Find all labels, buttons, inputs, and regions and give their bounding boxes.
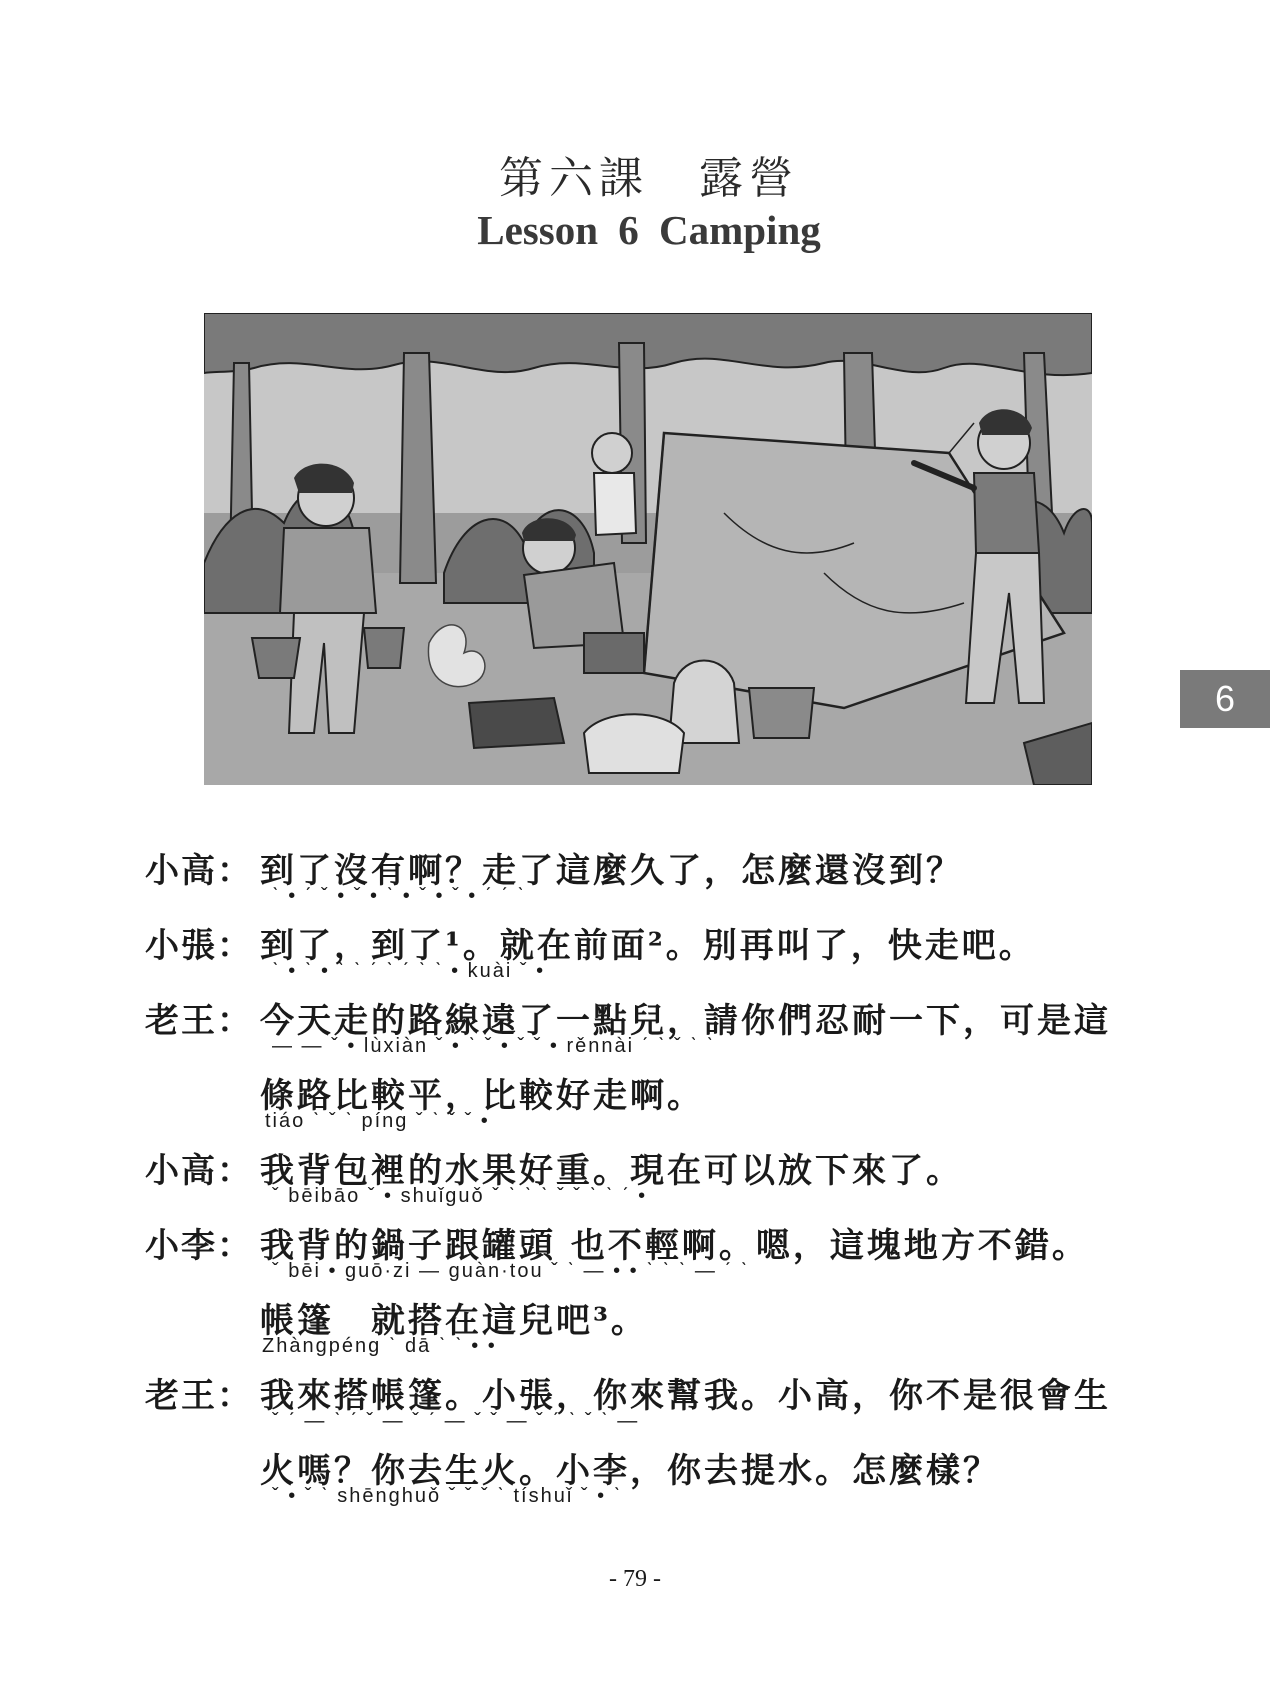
pinyin-annotation: ˇ • ˇ ˋ shēnghuǒ ˇ ˇ ˇ ˋ tíshuǐ ˇ • ˋ (272, 1485, 623, 1507)
dialogue-text: 條路比較平，比較好走啊。 (260, 1076, 704, 1116)
page-number: - 79 - (609, 1566, 661, 1592)
speaker-label: 小高： (145, 851, 253, 891)
pinyin-annotation: ˋ • ˋ • ˋ ˋ ˊ ˋ ˊ ˋ ˋ • kuài ˇ • (272, 960, 546, 982)
dialogue-text: 我背的鍋子跟罐頭 也不輕啊。嗯，這塊地方不錯。 (260, 1226, 1089, 1266)
pinyin-annotation: ˇ bēi • guō·zi — guàn·tou ˇ ˋ — • • ˋ ˋ ˋ — ˊ ˋ (272, 1260, 750, 1282)
lesson-title-chinese: 第六課 露營 (499, 153, 799, 204)
dialogue-text: 帳篷 就搭在這兒吧³。 (260, 1301, 648, 1341)
camping-illustration (204, 313, 1092, 785)
pinyin-annotation: ˋ • ˊ ˇ • ˇ • ˋ • ˇ • ˇ • ˊ ˊ ˋ (272, 885, 526, 907)
dialogue-text: 我來搭帳篷。小張，你來幫我。小高，你不是很會生 (260, 1376, 1111, 1416)
pinyin-annotation: — — ˇ • lùxiàn ˇ • ˋ ˇ • ˇ ˇ • rěnnài ˊ ˋ ˇ ˋ ˋ (272, 1035, 716, 1057)
pinyin-annotation: ˇ ˊ — ˋ ˊ ˇ — ˇ ˊ — ˇ ˇ — ˇ ˊ ˋ ˇ ˋ — (272, 1410, 640, 1432)
dialogue-text: 今天走的路線遠了一點兒，請你們忍耐一下，可是這 (260, 1001, 1111, 1041)
speaker-label: 老王： (145, 1376, 253, 1416)
dialogue-text: 我背包裡的水果好重。現在可以放下來了。 (260, 1151, 963, 1191)
speaker-label: 小張： (145, 926, 253, 966)
speaker-label: 小李： (145, 1226, 253, 1266)
speaker-label: 老王： (145, 1001, 253, 1041)
chapter-tab: 6 (1180, 670, 1270, 728)
dialogue-text: 火嗎？你去生火。小李，你去提水。怎麼樣？ (260, 1451, 1000, 1491)
pinyin-annotation: Zhàngpéng ˋ dā ˋ ˋ • • (262, 1335, 497, 1357)
pinyin-annotation: ˇ bēibāo ˇ • shuǐguǒ ˇ ˋ ˋ ˋ ˇ ˇ ˋ ˋ ˊ • (272, 1185, 648, 1207)
dialogue-text: 到了，到了¹。就在前面²。別再叫了，快走吧。 (260, 926, 1036, 966)
pinyin-annotation: tiáo ˋ ˇ ˋ píng ˇ ˋ ˇ ˇ • (265, 1110, 490, 1132)
speaker-label: 小高： (145, 1151, 253, 1191)
lesson-title-english: Lesson 6 Camping (477, 207, 821, 253)
dialogue-text: 到了沒有啊？走了這麼久了，怎麼還沒到？ (260, 851, 963, 891)
